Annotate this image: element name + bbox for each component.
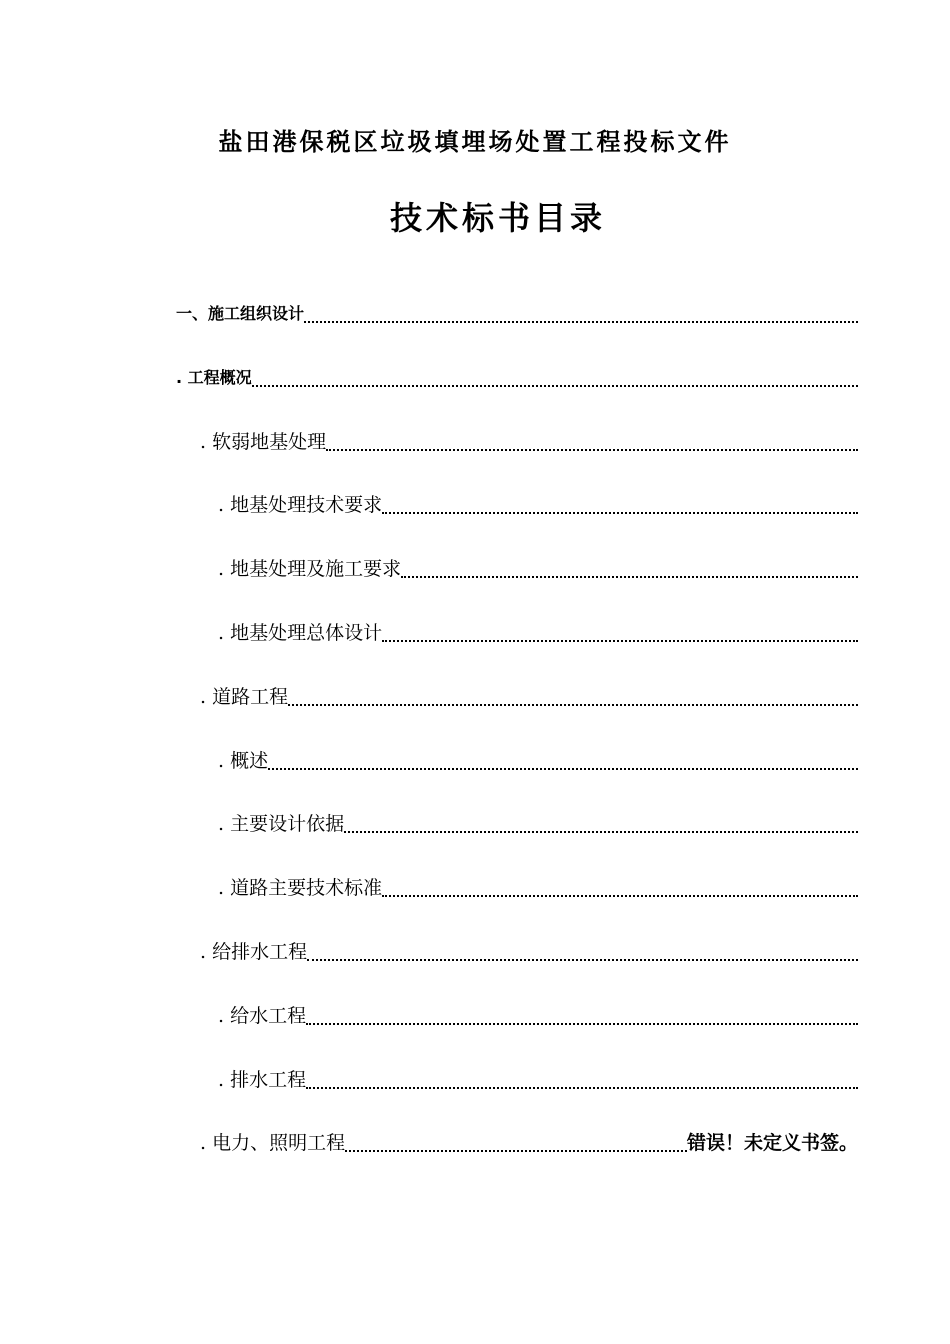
toc-title: 技术标书目录: [389, 199, 606, 237]
toc-dot-leader: [306, 1066, 858, 1094]
toc-entry-label: . 地基处理总体设计: [218, 622, 383, 644]
toc-entry[interactable]: [200, 428, 858, 456]
toc-entry[interactable]: [176, 300, 858, 328]
toc-entry[interactable]: [218, 810, 858, 838]
toc-entry-label: . 给排水工程: [200, 941, 308, 963]
toc-dot-leader: [382, 874, 858, 902]
toc-entry-label: . 道路主要技术标准: [218, 877, 383, 899]
toc-dot-leader: [326, 428, 858, 456]
toc-entry[interactable]: [176, 364, 858, 392]
toc-dot-leader: [252, 364, 858, 392]
toc-dot-leader: [382, 619, 858, 647]
toc-entry-label: . 工程概况: [176, 368, 252, 387]
toc-dot-leader: [344, 810, 858, 838]
toc-dot-leader: [288, 683, 858, 711]
toc-entry[interactable]: [218, 491, 858, 519]
toc-entry[interactable]: [200, 1129, 858, 1157]
toc-entry-label: . 软弱地基处理: [200, 431, 327, 453]
toc-entry[interactable]: [218, 555, 858, 583]
toc-dot-leader: [306, 1002, 858, 1030]
toc-entry-label: . 地基处理及施工要求: [218, 558, 402, 580]
toc-entry[interactable]: [218, 619, 858, 647]
toc-entry[interactable]: [218, 747, 858, 775]
toc-entry-label: . 电力、照明工程: [200, 1132, 346, 1154]
toc-entry-label: . 排水工程: [218, 1069, 307, 1091]
toc-dot-leader: [382, 491, 858, 519]
toc-page-ref: 错误！未定义书签。: [686, 1132, 858, 1154]
toc-entry[interactable]: [218, 874, 858, 902]
toc-dot-leader: [345, 1129, 687, 1157]
toc-dot-leader: [304, 300, 858, 328]
toc-entry-label: 一、施工组织设计: [176, 304, 305, 323]
toc-entry-label: . 道路工程: [200, 686, 289, 708]
project-title: 盐田港保税区垃圾填埋场处置工程投标文件: [218, 127, 732, 156]
toc-entry[interactable]: [200, 683, 858, 711]
toc-entry[interactable]: [218, 1002, 858, 1030]
toc-entry[interactable]: [218, 1066, 858, 1094]
toc-entry-label: . 概述: [218, 750, 269, 772]
toc-dot-leader: [307, 938, 858, 966]
toc-dot-leader: [401, 555, 858, 583]
toc-dot-leader: [268, 747, 858, 775]
toc-entry[interactable]: [200, 938, 858, 966]
toc-entry-label: . 地基处理技术要求: [218, 494, 383, 516]
toc-entry-label: . 给水工程: [218, 1005, 307, 1027]
toc-entry-label: . 主要设计依据: [218, 813, 345, 835]
